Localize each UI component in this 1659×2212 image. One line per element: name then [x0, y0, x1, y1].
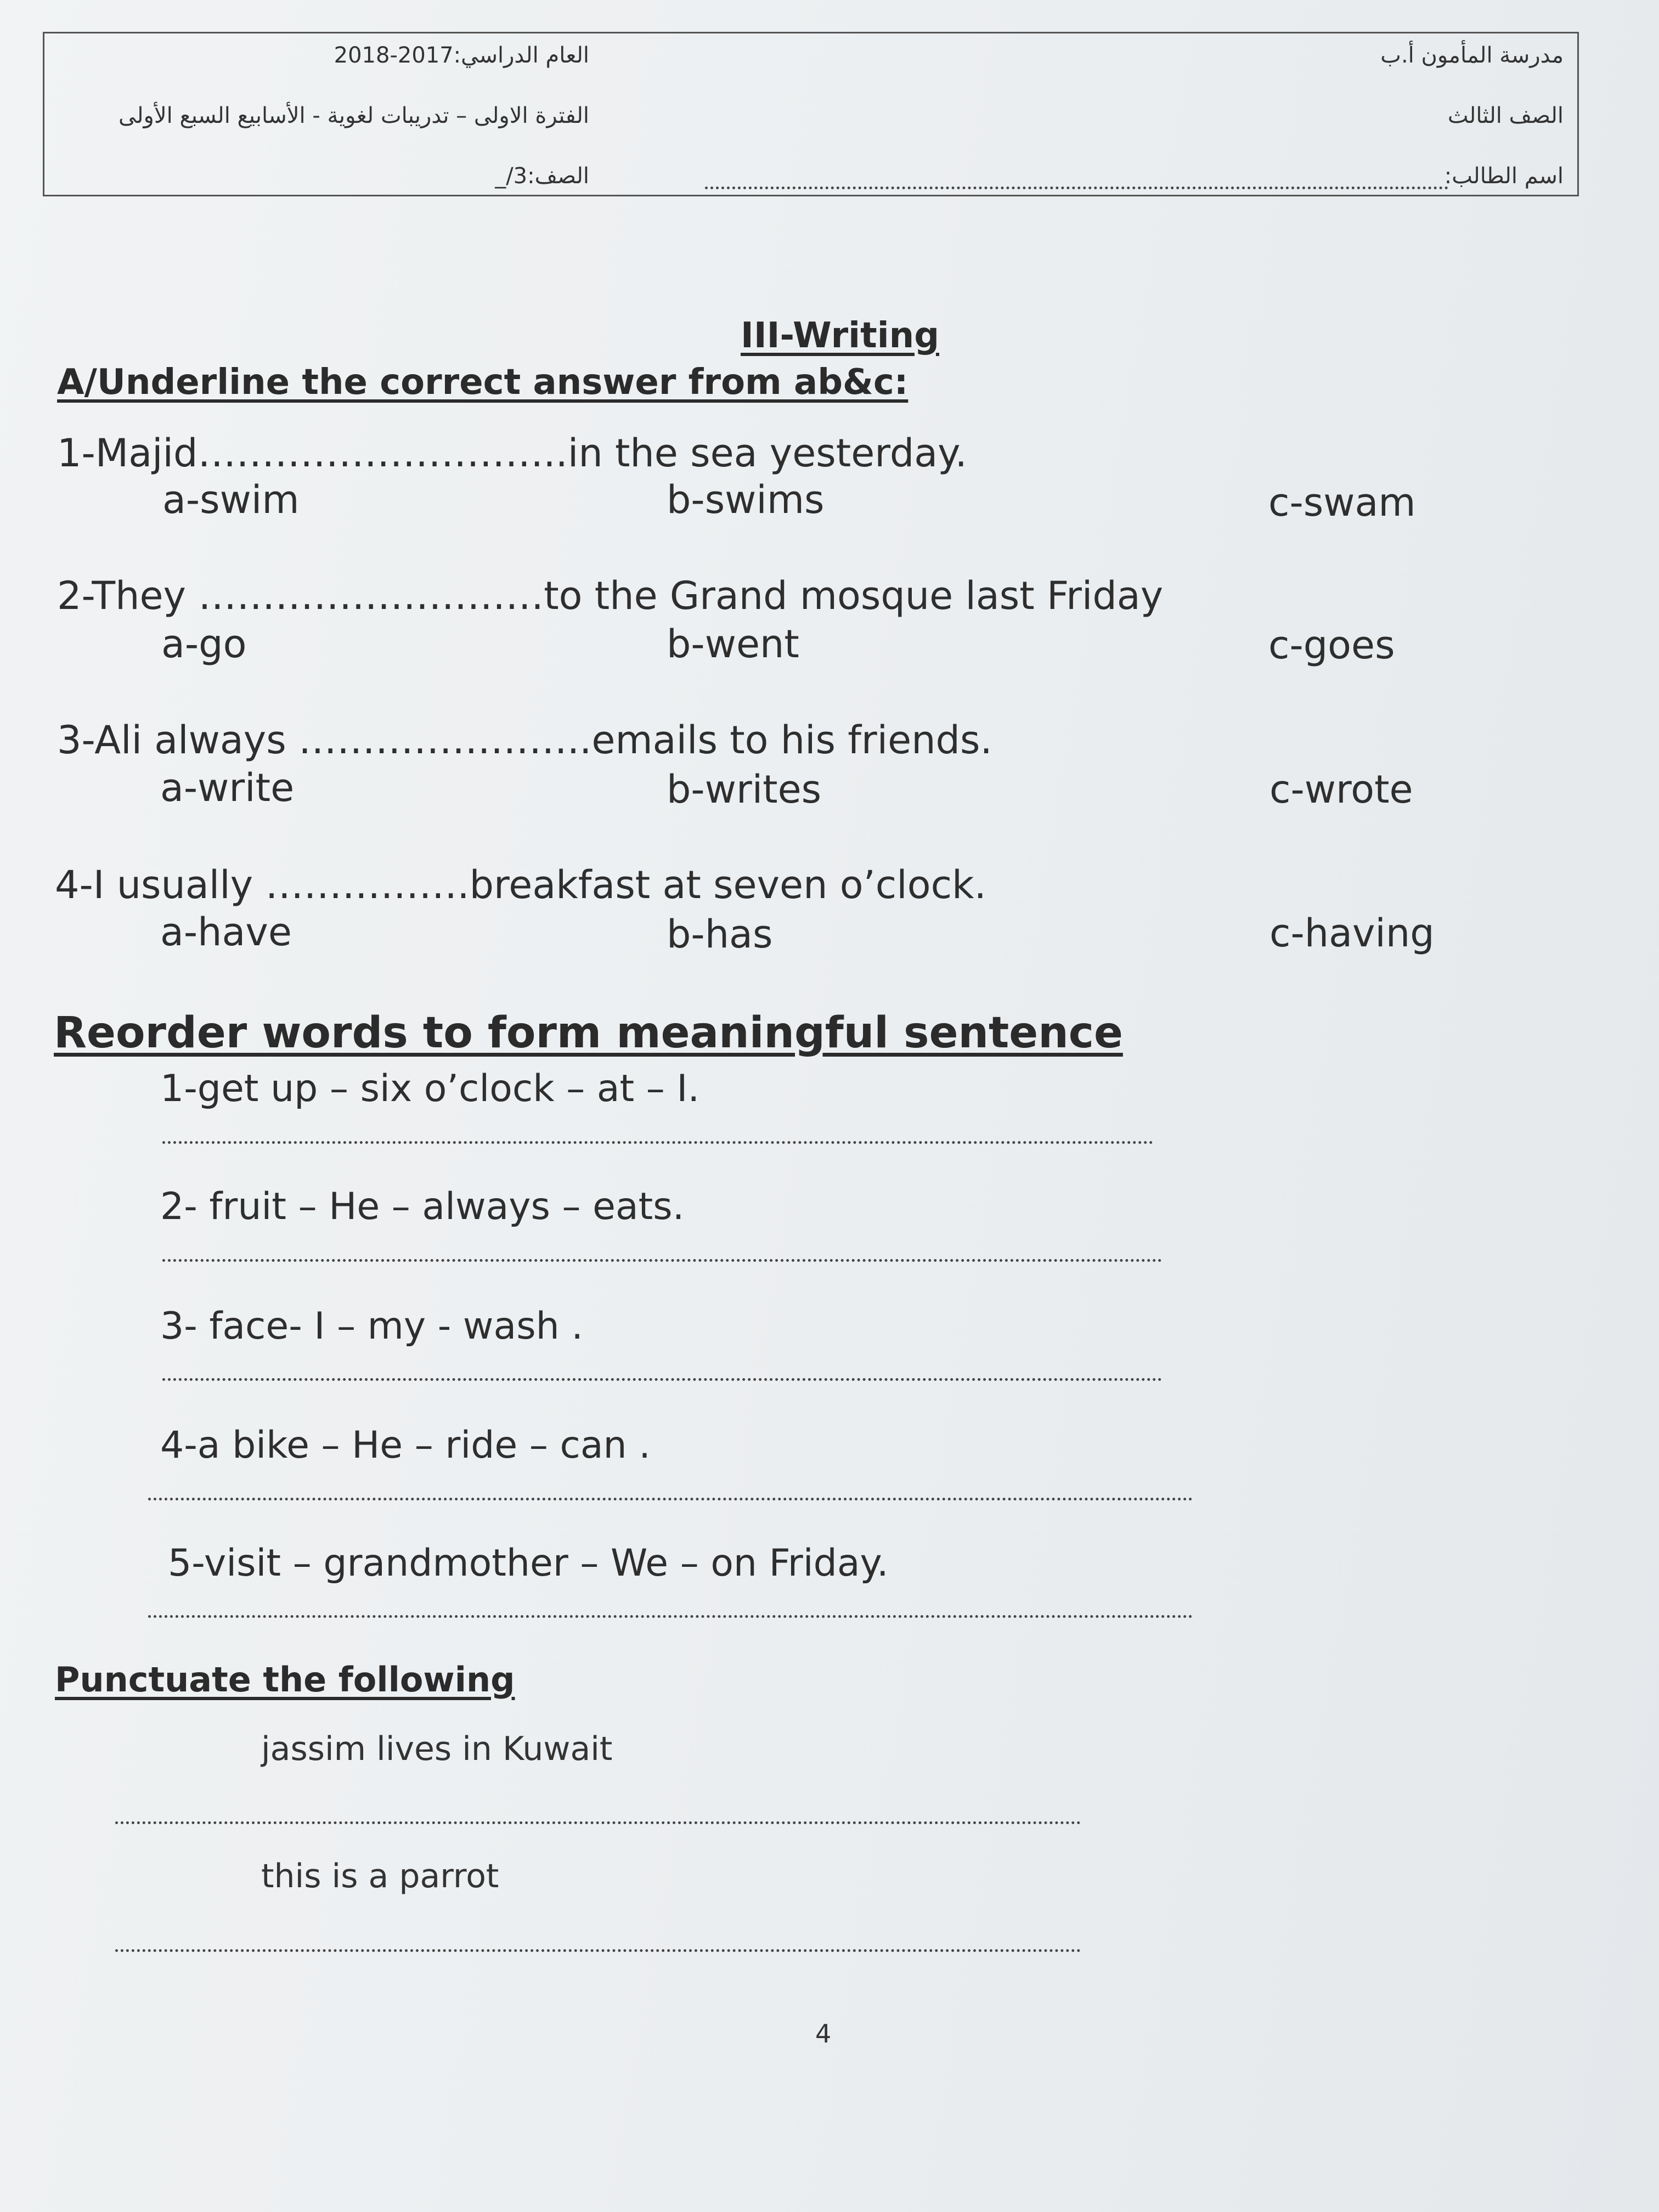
punctuate-item-1: jassim lives in Kuwait — [261, 1730, 613, 1768]
question-3-option-a: a-write — [160, 765, 295, 810]
question-1: 1-Majid………………………..in the sea yesterday. — [57, 431, 967, 476]
answer-line-4 — [148, 1498, 1193, 1500]
page-number: 4 — [815, 2019, 832, 2049]
answer-line-2 — [162, 1259, 1162, 1262]
punctuate-item-2: this is a parrot — [261, 1857, 499, 1895]
question-3-option-c: c-wrote — [1269, 767, 1413, 812]
grade-label: الصف الثالث — [1447, 103, 1564, 128]
answer-line-3 — [162, 1378, 1162, 1381]
student-name-line — [705, 187, 1448, 189]
reorder-title: Reorder words to form meaningful sentence — [54, 1008, 1123, 1058]
period-label: الفترة الاولى – تدريبات لغوية - الأسابيع السبع الأولى — [118, 103, 589, 128]
answer-line-1 — [162, 1141, 1153, 1144]
student-name-label: اسم الطالب: — [1444, 163, 1564, 189]
question-3-option-b: b-writes — [667, 767, 822, 812]
question-3: 3-Ali always …………………..emails to his friends. — [57, 718, 992, 763]
question-4-option-c: c-having — [1269, 911, 1435, 956]
punctuate-line-2 — [115, 1949, 1081, 1952]
question-2: 2-They ………………………to the Grand mosque last Friday — [57, 573, 1164, 618]
reorder-item-4: 4-a bike – He – ride – can . — [160, 1424, 651, 1467]
part-a-title: A/Underline the correct answer from ab&c: — [57, 362, 909, 403]
school-name: مدرسة المأمون أ.ب — [1380, 43, 1564, 68]
question-4-option-b: b-has — [667, 912, 773, 957]
question-4: 4-I usually …………….breakfast at seven o’clock. — [55, 862, 986, 907]
section-title: III-Writing — [741, 315, 939, 356]
punctuate-title: Punctuate the following — [55, 1660, 515, 1700]
question-2-option-c: c-goes — [1268, 623, 1395, 668]
question-2-option-b: b-went — [667, 622, 799, 667]
reorder-item-3: 3- face- I – my - wash . — [160, 1305, 583, 1348]
school-year: العام الدراسي:2017-2018 — [334, 43, 589, 68]
reorder-item-1: 1-get up – six o’clock – at – I. — [160, 1067, 700, 1110]
question-4-option-a: a-have — [160, 910, 292, 955]
question-1-option-b: b-swims — [667, 477, 825, 522]
class-label: الصف:3/_ — [495, 163, 589, 189]
answer-line-5 — [148, 1615, 1193, 1618]
question-1-option-a: a-swim — [162, 477, 300, 522]
question-1-option-c: c-swam — [1268, 480, 1416, 525]
question-2-option-a: a-go — [161, 622, 247, 667]
reorder-item-2: 2- fruit – He – always – eats. — [160, 1185, 685, 1228]
reorder-item-5: 5-visit – grandmother – We – on Friday. — [168, 1542, 889, 1585]
punctuate-line-1 — [115, 1821, 1081, 1824]
